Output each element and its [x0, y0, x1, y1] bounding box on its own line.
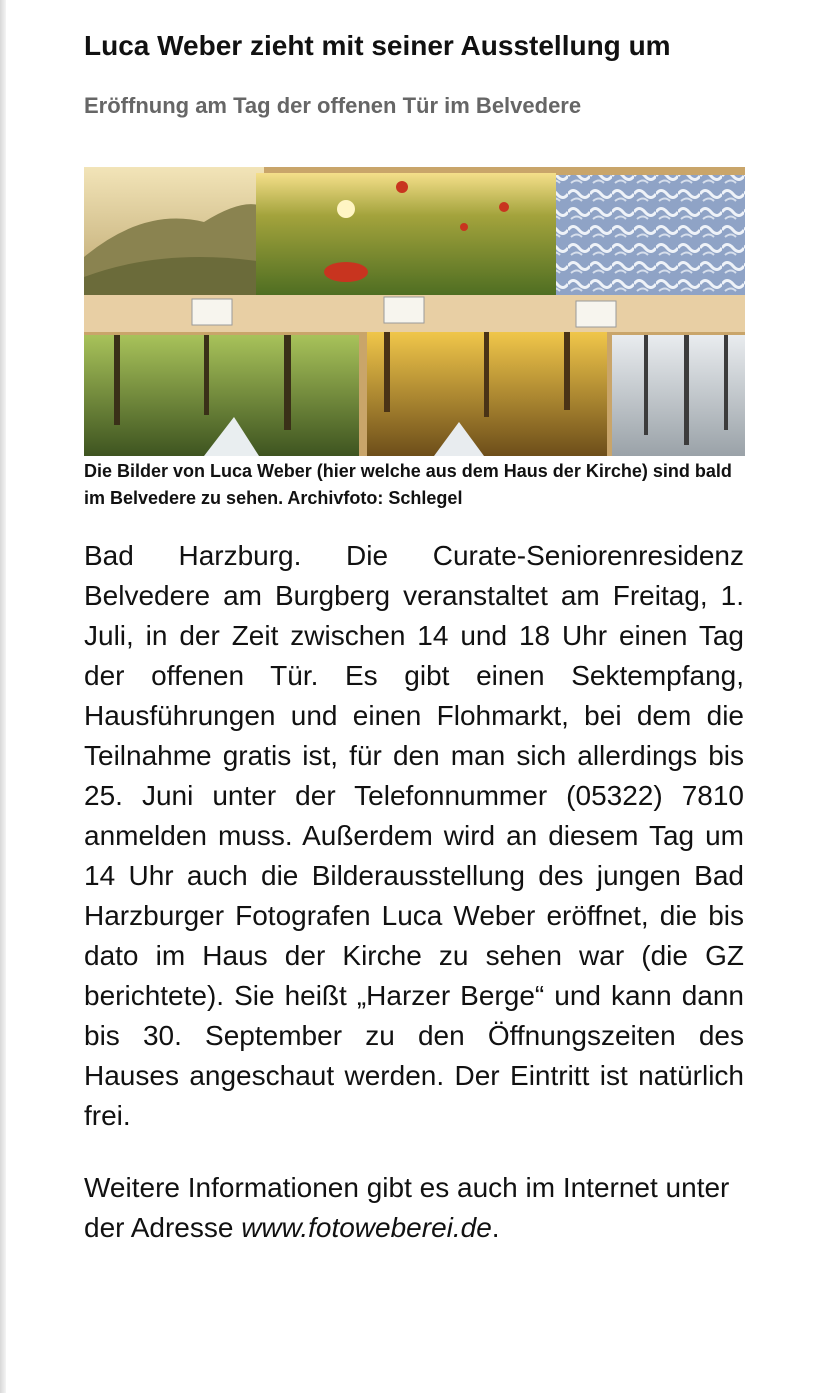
website-link[interactable]: www.fotoweberei.de	[241, 1212, 492, 1243]
article-subheadline: Eröffnung am Tag der offenen Tür im Belvedere	[84, 93, 582, 118]
article-headline: Luca Weber zieht mit seiner Ausstellung um	[84, 30, 671, 61]
article-body: Bad Harzburg. Die Curate-Seniorenresidenz Belvedere am Burgberg veranstaltet am Freitag, 1. Juli, in der Zeit zwischen 14 und 18 Uhr einen Tag der offenen Tür. Es gibt einen Sektempfang, Hausführungen und einen Flohmarkt, bei dem die Teilnahme gratis ist, für den man sich allerdings bis 25. Juni unter der Telefonnummer (05322) 7810 anmelden muss. Außerdem wird an diesem Tag um 14 Uhr auch die Bilderausstellung des jungen Bad Harzburger Fotografen Luca Weber eröffnet, die bis dato im Haus der Kirche zu sehen war (die GZ berichtete). Sie heißt „Harzer Berge“ und kann dann bis 30. September zu den Öffnungszeiten des Hauses angeschaut werden. Der Eintritt ist natürlich frei.	[84, 540, 744, 1131]
article-photo	[84, 167, 745, 456]
more-info-text: Weitere Informationen gibt es auch im Internet unter der Adresse	[84, 1172, 730, 1243]
more-info-paragraph	[84, 1168, 744, 1248]
page-left-edge	[0, 0, 6, 1393]
more-info-period: .	[491, 1212, 500, 1243]
article	[84, 26, 744, 1248]
photo-caption: Die Bilder von Luca Weber (hier welche aus dem Haus der Kirche) sind bald im Belvedere zu sehen. Archivfoto: Schlegel	[84, 461, 732, 508]
